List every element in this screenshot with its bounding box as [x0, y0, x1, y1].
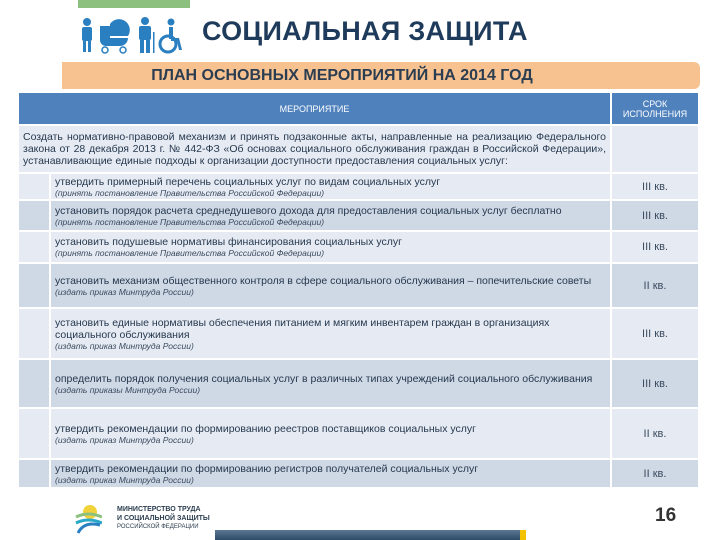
- term-cell: III кв.: [611, 173, 699, 200]
- row-text: установить порядок расчета среднедушевого дохода для предоставления социальных услуг бесплатно: [55, 204, 562, 217]
- row-text: определить порядок получения социальных услуг в различных типах учреждений социального обслуживания: [55, 372, 593, 385]
- row-text: утвердить рекомендации по формированию реестров поставщиков социальных услуг: [55, 422, 476, 435]
- row-note: (издать приказы Минтруда России): [55, 384, 201, 395]
- row-text: установить единые нормативы обеспечения питанием и мягким инвентарем граждан в организациях социального обслуживания: [55, 316, 550, 341]
- term-cell-empty: [611, 125, 699, 173]
- table-row: [18, 408, 699, 459]
- page-number: 16: [655, 505, 677, 526]
- intro-cell: Создать нормативно-правовой механизм и принять подзаконные акты, направленные на реализацию Федерального закона от 28 декабря 2013 г. № 442-ФЗ «Об основах социального обслуживания граждан в Российской Федерации», устанавливающие единые подходы к организации доступности предоставления социальных услуг:: [18, 125, 611, 173]
- table-row: [18, 231, 699, 263]
- table-row: [18, 173, 699, 200]
- subtitle-band: [62, 62, 700, 89]
- table-row: [18, 263, 699, 308]
- table-row: [18, 308, 699, 359]
- top-accent-bar: [78, 0, 190, 8]
- row-note: (издать приказ Минтруда России): [55, 474, 194, 485]
- ministry-name: [117, 505, 210, 532]
- table-row: [18, 459, 699, 488]
- term-cell: II кв.: [611, 459, 699, 488]
- term-cell: III кв.: [611, 359, 699, 408]
- column-header-term: СРОК ИСПОЛНЕНИЯ: [611, 92, 699, 125]
- term-cell: III кв.: [611, 308, 699, 359]
- term-cell: II кв.: [611, 263, 699, 308]
- term-cell: II кв.: [611, 408, 699, 459]
- logo-line-1: МИНИСТЕРСТВО ТРУДА: [117, 506, 201, 513]
- ministry-logo-icon: [74, 503, 102, 535]
- row-text: утвердить рекомендации по формированию регистров получателей социальных услуг: [55, 462, 479, 475]
- subtitle: ПЛАН ОСНОВНЫХ МЕРОПРИЯТИЙ НА 2014 ГОД: [151, 67, 533, 84]
- row-note: (принять постановление Правительства Российской Федерации): [55, 248, 325, 258]
- row-note: (принять постановление Правительства Российской Федерации): [55, 216, 325, 227]
- row-note: (издать приказ Минтруда России): [55, 340, 194, 351]
- row-note: (издать приказ Минтруда России): [55, 286, 194, 297]
- row-note: (издать приказ Минтруда России): [55, 434, 194, 445]
- row-note: (принять постановление Правительства Российской Федерации): [55, 187, 325, 198]
- plan-table: [17, 91, 700, 489]
- logo-line-3: РОССИЙСКОЙ ФЕДЕРАЦИИ: [117, 524, 199, 530]
- term-cell: III кв.: [611, 200, 699, 231]
- row-text: утвердить примерный перечень социальных услуг по видам социальных услуг: [55, 175, 441, 188]
- table-row: [18, 200, 699, 231]
- row-text: установить подушевые нормативы финансирования социальных услуг: [55, 236, 402, 248]
- footer-bar: [215, 530, 520, 540]
- row-text: установить механизм общественного контроля в сфере социального обслуживания – попечительские советы: [55, 274, 592, 287]
- term-cell: III кв.: [611, 231, 699, 263]
- table-row: [18, 359, 699, 408]
- page-title: СОЦИАЛЬНАЯ ЗАЩИТА: [202, 16, 528, 46]
- column-header-event: МЕРОПРИЯТИЕ: [18, 92, 611, 125]
- social-groups-icon: [78, 16, 193, 54]
- footer-bar-accent: [520, 530, 526, 540]
- logo-line-2: И СОЦИАЛЬНОЙ ЗАЩИТЫ: [117, 515, 210, 522]
